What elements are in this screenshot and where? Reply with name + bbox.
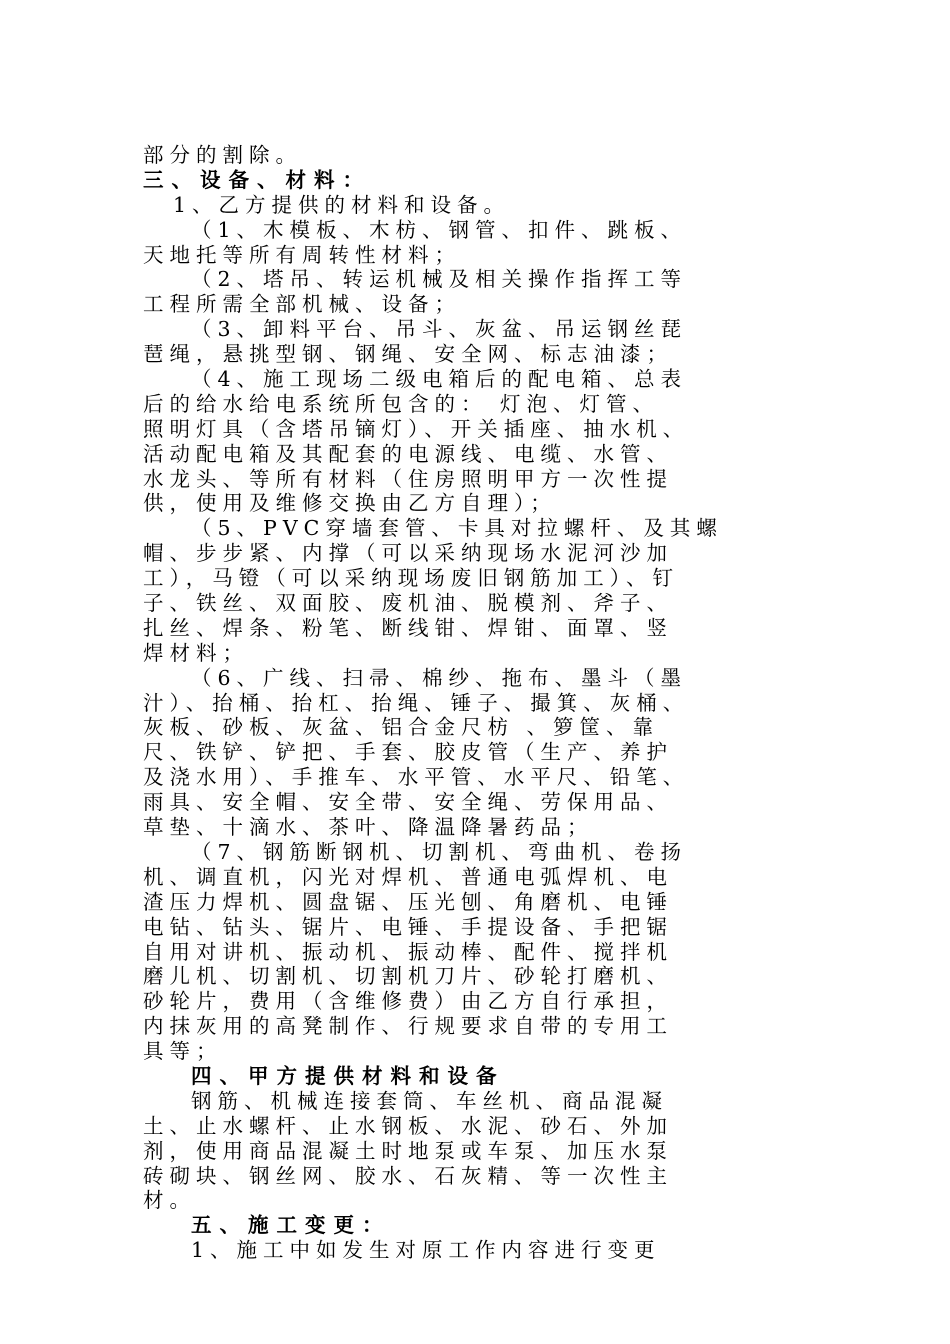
text-line-11: 后的给水给电系统所包含的： 灯泡、灯管、 [143, 391, 660, 416]
text-line-40: 土、止水螺杆、止水钢板、水泥、砂石、外加 [143, 1113, 673, 1138]
text-line-16: （5、PVC穿墙套管、卡具对拉螺杆、及其螺 [191, 516, 723, 541]
text-line-22: （6、广线、扫帚、棉纱、拖布、墨斗（墨 [191, 665, 688, 690]
section-heading-4: 四、甲方提供材料和设备 [191, 1063, 505, 1088]
text-line-3: 1、乙方提供的材料和设备。 [173, 192, 511, 217]
text-line-20: 扎丝、焊条、粉笔、断线钳、焊钳、面罩、竖 [143, 615, 673, 640]
text-line-45: 1、施工中如发生对原工作内容进行变更 [191, 1238, 661, 1263]
text-line-7: 工程所需全部机械、设备； [143, 292, 461, 317]
text-line-12: 照明灯具（含塔吊镝灯）、开关插座、抽水机、 [143, 416, 690, 441]
text-line-30: 机、调直机，闪光对焊机、普通电弧焊机、电 [143, 864, 673, 889]
text-line-4: （1、木模板、木枋、钢管、扣件、跳板、 [191, 217, 688, 242]
text-line-23: 汁）、抬桶、抬杠、抬绳、锤子、撮箕、灰桶、 [143, 690, 690, 715]
text-line-17: 帽、步步紧、内撑（可以采纳现场水泥河沙加 [143, 541, 673, 566]
text-line-19: 子、铁丝、双面胶、废机油、脱模剂、斧子、 [143, 591, 673, 616]
text-line-5: 天地托等所有周转性材料； [143, 242, 461, 267]
document-page [143, 143, 823, 1263]
text-line-32: 电钻、钻头、锯片、电锤、手提设备、手把锯 [143, 914, 673, 939]
text-line-24: 灰板、砂板、灰盆、铝合金尺枋 、箩筐、靠 [143, 715, 660, 740]
text-line-14: 水龙头、等所有材料（住房照明甲方一次性提 [143, 466, 673, 491]
section-heading-5: 五、施工变更： [191, 1213, 391, 1238]
text-line-10: （4、施工现场二级电箱后的配电箱、总表 [191, 367, 688, 392]
text-line-21: 焊材料； [143, 640, 249, 665]
text-line-42: 砖砌块、钢丝网、胶水、石灰精、等一次性主 [143, 1163, 673, 1188]
text-line-13: 活动配电箱及其配套的电源线、电缆、水管、 [143, 441, 673, 466]
text-line-35: 砂轮片，费用（含维修费）由乙方自行承担， [143, 989, 673, 1014]
text-line-33: 自用对讲机、振动机、振动棒、配件、搅拌机 [143, 939, 673, 964]
text-line-8: （3、卸料平台、吊斗、灰盆、吊运钢丝琵 [191, 317, 688, 342]
text-line-18: 工），马镫（可以采纳现场废旧钢筋加工）、钉 [143, 566, 679, 591]
text-line-39: 钢筋、机械连接套筒、车丝机、商品混凝 [191, 1088, 668, 1113]
text-line-28: 草垫、十滴水、茶叶、降温降暑药品； [143, 815, 594, 840]
text-line-31: 渣压力焊机、圆盘锯、压光刨、角磨机、电锤 [143, 889, 673, 914]
text-line-34: 磨儿机、切割机、切割机刀片、砂轮打磨机、 [143, 964, 673, 989]
text-line-27: 雨具、安全帽、安全带、安全绳、劳保用品、 [143, 790, 673, 815]
text-line-37: 具等； [143, 1039, 223, 1064]
text-line-1: 部分的割除。 [143, 143, 302, 167]
text-line-26: 及浇水用）、手推车、水平管、水平尺、铅笔、 [143, 765, 690, 790]
text-line-6: （2、塔吊、转运机械及相关操作指挥工等 [191, 267, 688, 292]
text-line-25: 尺、铁铲、铲把、手套、胶皮管（生产、养护 [143, 740, 673, 765]
text-line-9: 琶绳，悬挑型钢、钢绳、安全网、标志油漆； [143, 342, 673, 367]
text-line-36: 内抹灰用的高凳制作、行规要求自带的专用工 [143, 1014, 673, 1039]
section-heading-3: 三、设备、材料： [143, 167, 371, 192]
text-line-15: 供，使用及维修交换由乙方自理）； [143, 491, 557, 516]
text-line-41: 剂，使用商品混凝土时地泵或车泵、加压水泵 [143, 1138, 673, 1163]
text-line-29: （7、钢筋断钢机、切割机、弯曲机、卷扬 [191, 839, 688, 864]
text-line-43: 材。 [143, 1188, 196, 1213]
